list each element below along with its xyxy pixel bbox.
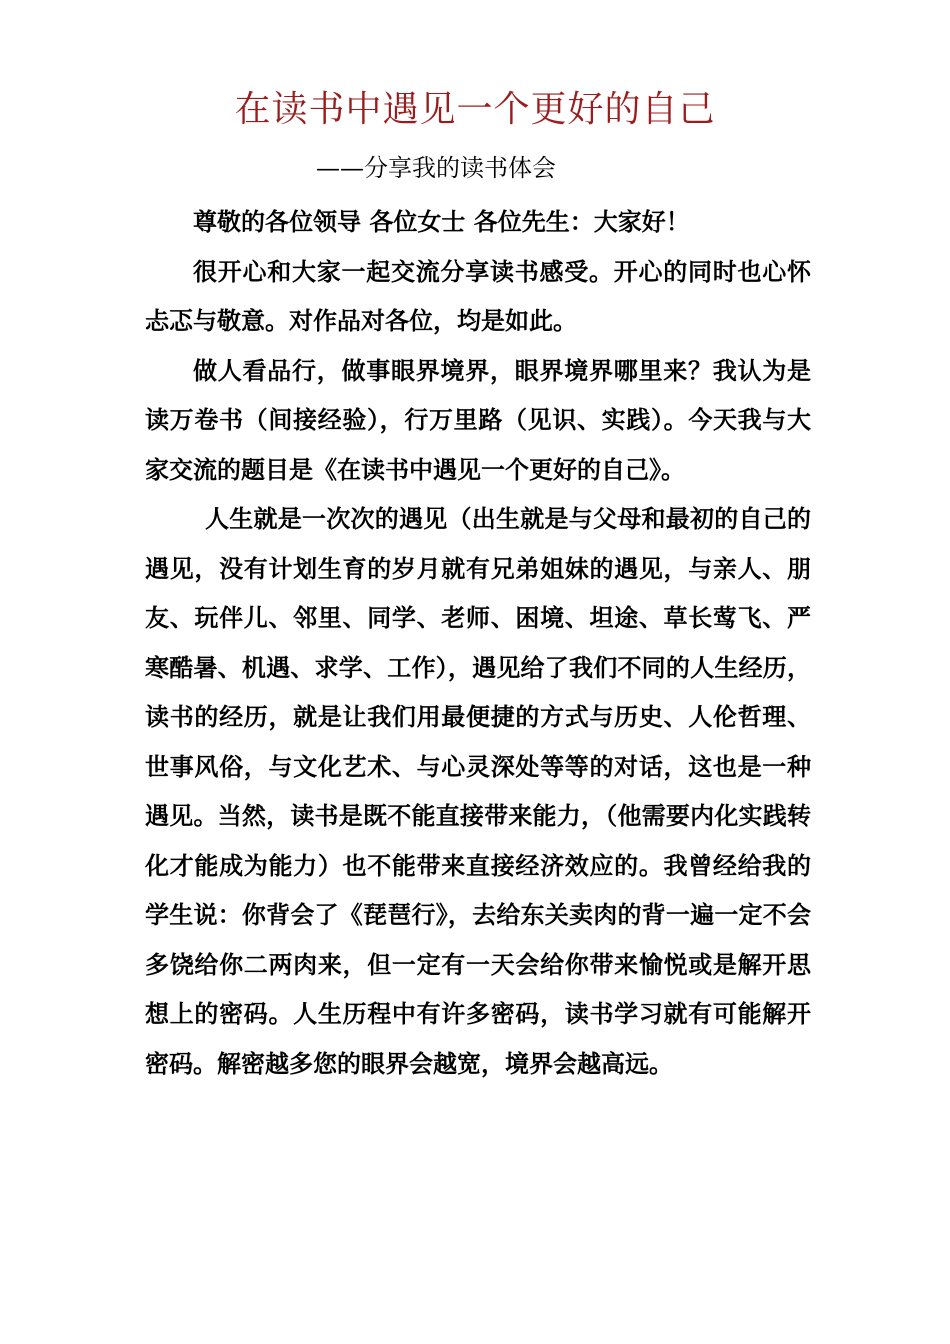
document-subtitle: ——分享我的读书体会: [316, 154, 556, 182]
paragraph: 很开心和大家一起交流分享读书感受。开心的同时也心怀忐忑与敬意。对作品对各位，均是如此。: [145, 256, 811, 335]
paragraph: 做人看品行，做事眼界境界，眼界境界哪里来？我认为是读万卷书（间接经验），行万里路（见识、实践）。今天我与大家交流的题目是《在读书中遇见一个更好的自己》。: [145, 355, 811, 484]
paragraph: 人生就是一次次的遇见（出生就是与父母和最初的自己的遇见，没有计划生育的岁月就有兄弟姐妹的遇见，与亲人、朋友、玩伴儿、邻里、同学、老师、困境、坦途、草长莺飞、严寒酷暑、机遇、求学、工作），遇见给了我们不同的人生经历，读书的经历，就是让我们用最便捷的方式与历史、人伦哲理、世事风俗，与文化艺术、与心灵深处等等的对话，这也是一种遇见。当然，读书是既不能直接带来能力，（他需要内化实践转化才能成为能力）也不能带来直接经济效应的。我曾经给我的学生说：你背会了《琵琶行》，去给东关卖肉的背一遍一定不会多饶给你二两肉来，但一定有一天会给你带来愉悦或是解开思想上的密码。人生历程中有许多密码，读书学习就有可能解开密码。解密越多您的眼界会越宽，境界会越高远。: [145, 504, 811, 1078]
document-body: [145, 197, 811, 1088]
document-title: 在读书中遇见一个更好的自己: [234, 89, 716, 130]
greeting-line: 尊敬的各位领导 各位女士 各位先生：大家好！: [193, 207, 690, 236]
